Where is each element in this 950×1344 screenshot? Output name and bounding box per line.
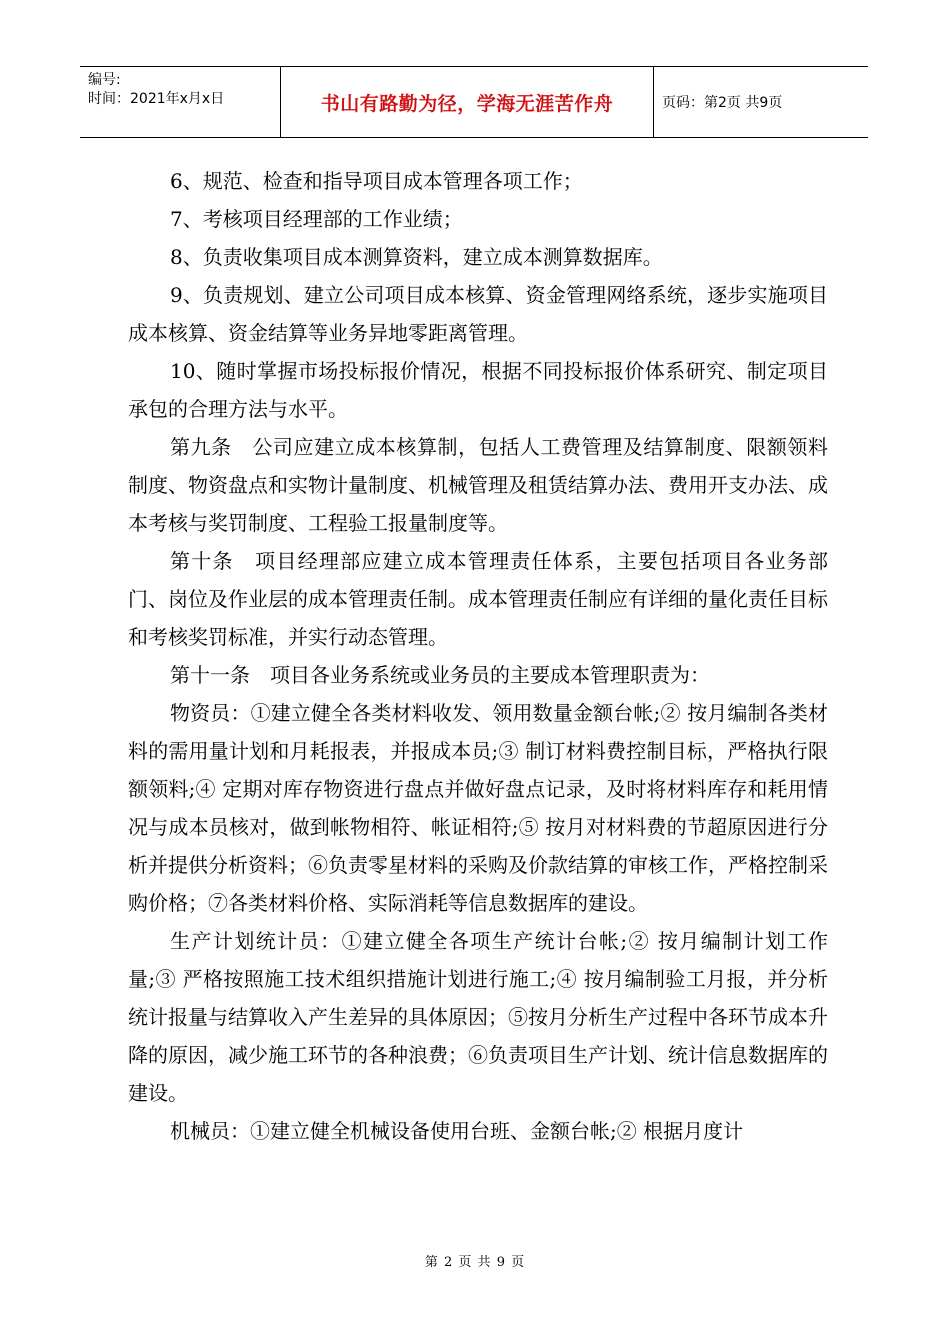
paragraph: 机械员：①建立健全机械设备使用台班、金额台帐;② 根据月度计 xyxy=(170,1119,744,1143)
paragraph: 8、负责收集项目成本测算资料，建立成本测算数据库。 xyxy=(170,245,663,269)
page-footer: 第 2 页 共 9 页 xyxy=(424,1255,526,1270)
header-page-info: 页码：第2页 共9页 xyxy=(662,95,783,111)
header-meta xyxy=(80,67,281,137)
paragraph: 7、考核项目经理部的工作业绩； xyxy=(170,207,463,231)
paragraph: 6、规范、检查和指导项目成本管理各项工作； xyxy=(170,169,583,193)
paragraph: 9、负责规划、建立公司项目成本核算、资金管理网络系统，逐步实施项目成本核算、资金结算等业务异地零距离管理。 xyxy=(128,283,828,345)
time-label: 时间：2021年x月x日 xyxy=(88,91,225,107)
paragraph: 第十条 项目经理部应建立成本管理责任体系，主要包括项目各业务部门、岗位及作业层的成本管理责任制。成本管理责任制应有详细的量化责任目标和考核奖罚标准，并实行动态管理。 xyxy=(128,549,828,649)
paragraph: 物资员：①建立健全各类材料收发、领用数量金额台帐;② 按月编制各类材料的需用量计划和月耗报表，并报成本员;③ 制订材料费控制目标，严格执行限额领料;④ 定期对库存物资进行盘点并做好盘点记录，及时将材料库存和耗用情况与成本员核对，做到帐物相符、帐证相符;⑤ 按月对材料费的节超原因进行分析并提供分析资料；⑥负责零星材料的采购及价款结算的审核工作，严格控制采购价格；⑦各类材料价格、实际消耗等信息数据库的建设。 xyxy=(128,701,828,915)
paragraph: 第九条 公司应建立成本核算制，包括人工费管理及结算制度、限额领料制度、物资盘点和实物计量制度、机械管理及租赁结算办法、费用开支办法、成本考核与奖罚制度、工程验工报量制度等。 xyxy=(128,435,828,535)
document-header xyxy=(80,66,868,138)
paragraph: 生产计划统计员：①建立健全各项生产统计台帐;② 按月编制计划工作量;③ 严格按照施工技术组织措施计划进行施工;④ 按月编制验工月报，并分析统计报量与结算收入产生差异的具体原因；⑤按月分析生产过程中各环节成本升降的原因，减少施工环节的各种浪费；⑥负责项目生产计划、统计信息数据库的建设。 xyxy=(128,929,828,1105)
document-body xyxy=(128,162,828,1150)
paragraph: 第十一条 项目各业务系统或业务员的主要成本管理职责为： xyxy=(170,663,710,687)
header-motto: 书山有路勤为径，学海无涯苦作舟 xyxy=(281,67,654,137)
paragraph: 10、随时掌握市场投标报价情况，根据不同投标报价体系研究、制定项目承包的合理方法与水平。 xyxy=(128,359,828,421)
number-label: 编号: xyxy=(88,72,121,88)
